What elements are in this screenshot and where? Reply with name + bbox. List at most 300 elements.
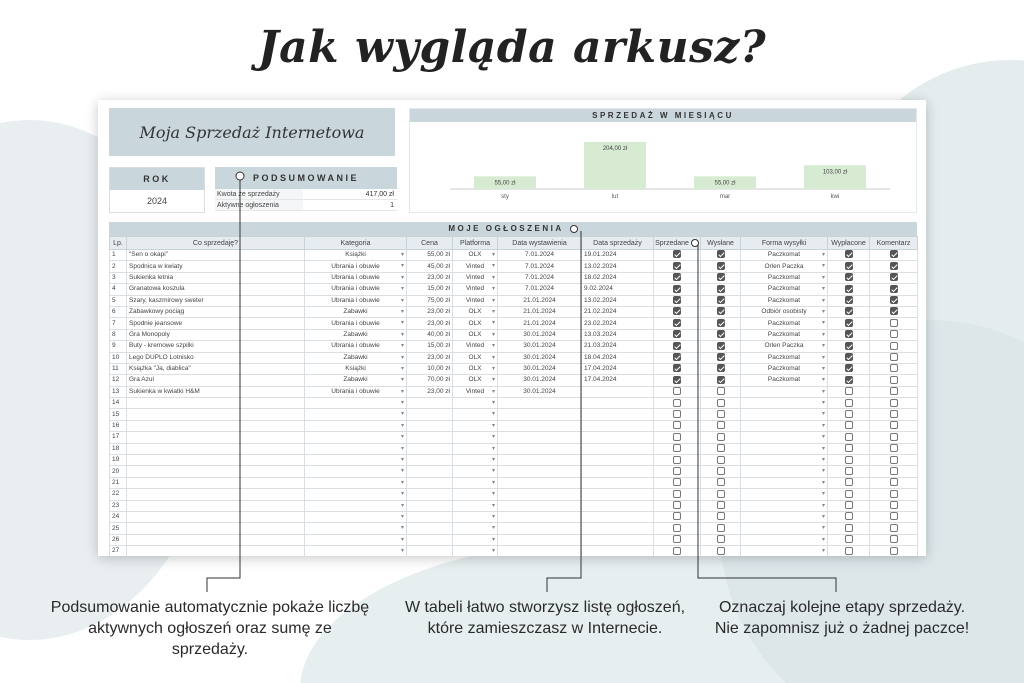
row-number[interactable]: 13 bbox=[110, 386, 127, 397]
column-header[interactable]: Platforma bbox=[453, 237, 498, 250]
listed-date-cell[interactable]: 30.01.2024 bbox=[498, 363, 582, 374]
paid-out-checkbox[interactable] bbox=[845, 512, 853, 520]
sold-checkbox[interactable] bbox=[673, 444, 681, 452]
item-cell[interactable]: Lego DUPLO Lotnisko bbox=[127, 352, 305, 363]
shipped-checkbox[interactable] bbox=[717, 376, 725, 384]
shipping-method-dropdown[interactable] bbox=[741, 466, 828, 477]
sold-checkbox[interactable] bbox=[673, 250, 681, 258]
shipped-checkbox[interactable] bbox=[717, 524, 725, 532]
shipped-checkbox[interactable] bbox=[717, 273, 725, 281]
sold-date-cell[interactable]: 21.02.2024 bbox=[582, 306, 654, 317]
shipping-method-dropdown[interactable] bbox=[741, 546, 828, 556]
row-number[interactable]: 6 bbox=[110, 306, 127, 317]
sold-date-cell[interactable]: 18.02.2024 bbox=[582, 272, 654, 283]
platform-dropdown[interactable] bbox=[453, 511, 498, 522]
item-cell[interactable] bbox=[127, 455, 305, 466]
platform-dropdown[interactable]: Vinted ▾ bbox=[453, 284, 498, 295]
shipping-method-dropdown[interactable] bbox=[741, 455, 828, 466]
category-dropdown[interactable] bbox=[305, 534, 407, 545]
item-cell[interactable] bbox=[127, 489, 305, 500]
sold-checkbox[interactable] bbox=[673, 547, 681, 555]
sold-checkbox[interactable] bbox=[673, 330, 681, 338]
shipping-method-dropdown[interactable] bbox=[741, 386, 828, 397]
category-dropdown[interactable]: Ubrania i obuwie ▾ bbox=[305, 284, 407, 295]
column-header[interactable]: Kategoria bbox=[305, 237, 407, 250]
row-number[interactable]: 17 bbox=[110, 432, 127, 443]
item-cell[interactable]: Książka "Ja, diablica" bbox=[127, 363, 305, 374]
platform-dropdown[interactable]: Vinted ▾ bbox=[453, 386, 498, 397]
shipped-checkbox[interactable] bbox=[717, 433, 725, 441]
listed-date-cell[interactable] bbox=[498, 534, 582, 545]
paid-out-checkbox[interactable] bbox=[845, 433, 853, 441]
category-dropdown[interactable]: Ubrania i obuwie ▾ bbox=[305, 295, 407, 306]
category-dropdown[interactable]: Ubrania i obuwie ▾ bbox=[305, 341, 407, 352]
sold-date-cell[interactable]: 13.02.2024 bbox=[582, 261, 654, 272]
paid-out-checkbox[interactable] bbox=[845, 296, 853, 304]
listed-date-cell[interactable]: 7.01.2024 bbox=[498, 284, 582, 295]
category-dropdown[interactable] bbox=[305, 420, 407, 431]
paid-out-checkbox[interactable] bbox=[845, 262, 853, 270]
comment-checkbox[interactable] bbox=[890, 433, 898, 441]
shipping-method-dropdown[interactable]: Paczkomat ▾ bbox=[741, 250, 828, 261]
row-number[interactable]: 2 bbox=[110, 261, 127, 272]
sold-checkbox[interactable] bbox=[673, 285, 681, 293]
sold-checkbox[interactable] bbox=[673, 376, 681, 384]
shipped-checkbox[interactable] bbox=[717, 467, 725, 475]
price-cell[interactable]: 45,00 zł bbox=[407, 261, 453, 272]
sold-date-cell[interactable] bbox=[582, 432, 654, 443]
category-dropdown[interactable] bbox=[305, 489, 407, 500]
category-dropdown[interactable] bbox=[305, 432, 407, 443]
comment-checkbox[interactable] bbox=[890, 353, 898, 361]
price-cell[interactable] bbox=[407, 420, 453, 431]
price-cell[interactable] bbox=[407, 443, 453, 454]
sold-checkbox[interactable] bbox=[673, 433, 681, 441]
listed-date-cell[interactable]: 21.01.2024 bbox=[498, 295, 582, 306]
category-dropdown[interactable] bbox=[305, 511, 407, 522]
listed-date-cell[interactable]: 21.01.2024 bbox=[498, 306, 582, 317]
year-value[interactable]: 2024 bbox=[146, 196, 168, 206]
sold-date-cell[interactable] bbox=[582, 500, 654, 511]
comment-checkbox[interactable] bbox=[890, 524, 898, 532]
platform-dropdown[interactable] bbox=[453, 466, 498, 477]
row-number[interactable]: 19 bbox=[110, 455, 127, 466]
price-cell[interactable] bbox=[407, 511, 453, 522]
shipped-checkbox[interactable] bbox=[717, 285, 725, 293]
platform-dropdown[interactable] bbox=[453, 409, 498, 420]
row-number[interactable]: 5 bbox=[110, 295, 127, 306]
price-cell[interactable]: 75,00 zł bbox=[407, 295, 453, 306]
category-dropdown[interactable] bbox=[305, 523, 407, 534]
comment-checkbox[interactable] bbox=[890, 319, 898, 327]
shipped-checkbox[interactable] bbox=[717, 296, 725, 304]
paid-out-checkbox[interactable] bbox=[845, 547, 853, 555]
price-cell[interactable]: 23,00 zł bbox=[407, 352, 453, 363]
column-header[interactable]: Komentarz bbox=[870, 237, 918, 250]
paid-out-checkbox[interactable] bbox=[845, 399, 853, 407]
shipped-checkbox[interactable] bbox=[717, 364, 725, 372]
shipped-checkbox[interactable] bbox=[717, 250, 725, 258]
shipped-checkbox[interactable] bbox=[717, 399, 725, 407]
price-cell[interactable]: 55,00 zł bbox=[407, 250, 453, 261]
sold-date-cell[interactable]: 19.01.2024 bbox=[582, 250, 654, 261]
shipping-method-dropdown[interactable] bbox=[741, 500, 828, 511]
listed-date-cell[interactable]: 30.01.2024 bbox=[498, 352, 582, 363]
shipping-method-dropdown[interactable] bbox=[741, 489, 828, 500]
shipping-method-dropdown[interactable]: Paczkomat ▾ bbox=[741, 284, 828, 295]
row-number[interactable]: 27 bbox=[110, 546, 127, 556]
platform-dropdown[interactable]: OLX ▾ bbox=[453, 352, 498, 363]
paid-out-checkbox[interactable] bbox=[845, 307, 853, 315]
comment-checkbox[interactable] bbox=[890, 285, 898, 293]
comment-checkbox[interactable] bbox=[890, 376, 898, 384]
sold-checkbox[interactable] bbox=[673, 353, 681, 361]
price-cell[interactable]: 15,00 zł bbox=[407, 341, 453, 352]
category-dropdown[interactable] bbox=[305, 398, 407, 409]
shipped-checkbox[interactable] bbox=[717, 456, 725, 464]
category-dropdown[interactable]: Zabawki ▾ bbox=[305, 375, 407, 386]
price-cell[interactable] bbox=[407, 546, 453, 556]
item-cell[interactable] bbox=[127, 398, 305, 409]
item-cell[interactable]: Gra Monopoly bbox=[127, 329, 305, 340]
sold-checkbox[interactable] bbox=[673, 399, 681, 407]
category-dropdown[interactable]: Ubrania i obuwie ▾ bbox=[305, 318, 407, 329]
shipped-checkbox[interactable] bbox=[717, 421, 725, 429]
category-dropdown[interactable] bbox=[305, 500, 407, 511]
row-number[interactable]: 18 bbox=[110, 443, 127, 454]
listed-date-cell[interactable] bbox=[498, 398, 582, 409]
shipped-checkbox[interactable] bbox=[717, 387, 725, 395]
sold-date-cell[interactable]: 17.04.2024 bbox=[582, 375, 654, 386]
sold-checkbox[interactable] bbox=[673, 307, 681, 315]
category-dropdown[interactable] bbox=[305, 477, 407, 488]
listed-date-cell[interactable] bbox=[498, 489, 582, 500]
category-dropdown[interactable] bbox=[305, 409, 407, 420]
listed-date-cell[interactable]: 30.01.2024 bbox=[498, 329, 582, 340]
listed-date-cell[interactable] bbox=[498, 420, 582, 431]
sold-date-cell[interactable]: 18.04.2024 bbox=[582, 352, 654, 363]
paid-out-checkbox[interactable] bbox=[845, 353, 853, 361]
category-dropdown[interactable] bbox=[305, 466, 407, 477]
price-cell[interactable] bbox=[407, 432, 453, 443]
sold-checkbox[interactable] bbox=[673, 512, 681, 520]
row-number[interactable]: 9 bbox=[110, 341, 127, 352]
sold-date-cell[interactable]: 23.02.2024 bbox=[582, 318, 654, 329]
column-header[interactable]: Data sprzedaży bbox=[582, 237, 654, 250]
listed-date-cell[interactable]: 30.01.2024 bbox=[498, 375, 582, 386]
listed-date-cell[interactable] bbox=[498, 466, 582, 477]
shipping-method-dropdown[interactable] bbox=[741, 511, 828, 522]
paid-out-checkbox[interactable] bbox=[845, 273, 853, 281]
platform-dropdown[interactable]: OLX ▾ bbox=[453, 318, 498, 329]
paid-out-checkbox[interactable] bbox=[845, 421, 853, 429]
price-cell[interactable] bbox=[407, 409, 453, 420]
sold-checkbox[interactable] bbox=[673, 490, 681, 498]
platform-dropdown[interactable]: Vinted ▾ bbox=[453, 341, 498, 352]
shipped-checkbox[interactable] bbox=[717, 501, 725, 509]
sold-checkbox[interactable] bbox=[673, 342, 681, 350]
sold-date-cell[interactable] bbox=[582, 443, 654, 454]
shipped-checkbox[interactable] bbox=[717, 444, 725, 452]
sold-date-cell[interactable] bbox=[582, 523, 654, 534]
shipping-method-dropdown[interactable] bbox=[741, 420, 828, 431]
row-number[interactable]: 11 bbox=[110, 363, 127, 374]
sold-date-cell[interactable] bbox=[582, 477, 654, 488]
category-dropdown[interactable] bbox=[305, 546, 407, 556]
category-dropdown[interactable]: Zabawki ▾ bbox=[305, 306, 407, 317]
shipped-checkbox[interactable] bbox=[717, 330, 725, 338]
sold-checkbox[interactable] bbox=[673, 410, 681, 418]
paid-out-checkbox[interactable] bbox=[845, 535, 853, 543]
sold-checkbox[interactable] bbox=[673, 478, 681, 486]
item-cell[interactable]: Spodnica w kwiaty bbox=[127, 261, 305, 272]
paid-out-checkbox[interactable] bbox=[845, 342, 853, 350]
comment-checkbox[interactable] bbox=[890, 330, 898, 338]
shipped-checkbox[interactable] bbox=[717, 353, 725, 361]
sold-date-cell[interactable] bbox=[582, 546, 654, 556]
row-number[interactable]: 8 bbox=[110, 329, 127, 340]
listed-date-cell[interactable]: 21.01.2024 bbox=[498, 318, 582, 329]
column-header[interactable]: Cena bbox=[407, 237, 453, 250]
comment-checkbox[interactable] bbox=[890, 535, 898, 543]
comment-checkbox[interactable] bbox=[890, 478, 898, 486]
listed-date-cell[interactable]: 7.01.2024 bbox=[498, 272, 582, 283]
row-number[interactable]: 22 bbox=[110, 489, 127, 500]
column-header[interactable]: Data wystawienia bbox=[498, 237, 582, 250]
shipping-method-dropdown[interactable]: Paczkomat ▾ bbox=[741, 363, 828, 374]
item-cell[interactable] bbox=[127, 409, 305, 420]
comment-checkbox[interactable] bbox=[890, 547, 898, 555]
platform-dropdown[interactable] bbox=[453, 398, 498, 409]
sold-date-cell[interactable]: 13.02.2024 bbox=[582, 295, 654, 306]
comment-checkbox[interactable] bbox=[890, 364, 898, 372]
price-cell[interactable] bbox=[407, 477, 453, 488]
row-number[interactable]: 24 bbox=[110, 511, 127, 522]
sold-checkbox[interactable] bbox=[673, 273, 681, 281]
platform-dropdown[interactable]: OLX ▾ bbox=[453, 306, 498, 317]
sold-date-cell[interactable] bbox=[582, 398, 654, 409]
sold-checkbox[interactable] bbox=[673, 364, 681, 372]
item-cell[interactable] bbox=[127, 523, 305, 534]
sold-checkbox[interactable] bbox=[673, 421, 681, 429]
item-cell[interactable] bbox=[127, 432, 305, 443]
item-cell[interactable]: Buty - kremowe szpilki bbox=[127, 341, 305, 352]
sold-date-cell[interactable] bbox=[582, 455, 654, 466]
paid-out-checkbox[interactable] bbox=[845, 467, 853, 475]
paid-out-checkbox[interactable] bbox=[845, 501, 853, 509]
item-cell[interactable] bbox=[127, 443, 305, 454]
comment-checkbox[interactable] bbox=[890, 490, 898, 498]
price-cell[interactable]: 23,00 zł bbox=[407, 386, 453, 397]
platform-dropdown[interactable] bbox=[453, 523, 498, 534]
comment-checkbox[interactable] bbox=[890, 444, 898, 452]
shipping-method-dropdown[interactable] bbox=[741, 398, 828, 409]
listed-date-cell[interactable] bbox=[498, 455, 582, 466]
listed-date-cell[interactable] bbox=[498, 500, 582, 511]
sold-checkbox[interactable] bbox=[673, 296, 681, 304]
listed-date-cell[interactable] bbox=[498, 432, 582, 443]
shipping-method-dropdown[interactable]: Odbiór osobisty ▾ bbox=[741, 306, 828, 317]
column-header[interactable]: Wypłacone bbox=[828, 237, 870, 250]
platform-dropdown[interactable] bbox=[453, 443, 498, 454]
price-cell[interactable]: 23,00 zł bbox=[407, 318, 453, 329]
row-number[interactable]: 7 bbox=[110, 318, 127, 329]
item-cell[interactable]: Zabawkowy pociąg bbox=[127, 306, 305, 317]
sold-checkbox[interactable] bbox=[673, 262, 681, 270]
column-header[interactable]: Sprzedane bbox=[654, 237, 701, 250]
paid-out-checkbox[interactable] bbox=[845, 387, 853, 395]
sold-date-cell[interactable] bbox=[582, 466, 654, 477]
shipping-method-dropdown[interactable] bbox=[741, 534, 828, 545]
category-dropdown[interactable] bbox=[305, 455, 407, 466]
price-cell[interactable]: 23,00 zł bbox=[407, 272, 453, 283]
category-dropdown[interactable]: Książki ▾ bbox=[305, 363, 407, 374]
comment-checkbox[interactable] bbox=[890, 456, 898, 464]
platform-dropdown[interactable] bbox=[453, 420, 498, 431]
shipping-method-dropdown[interactable] bbox=[741, 477, 828, 488]
shipping-method-dropdown[interactable]: Paczkomat ▾ bbox=[741, 375, 828, 386]
item-cell[interactable]: Granatowa koszula bbox=[127, 284, 305, 295]
row-number[interactable]: 26 bbox=[110, 534, 127, 545]
listed-date-cell[interactable] bbox=[498, 409, 582, 420]
shipped-checkbox[interactable] bbox=[717, 512, 725, 520]
row-number[interactable]: 20 bbox=[110, 466, 127, 477]
item-cell[interactable] bbox=[127, 546, 305, 556]
item-cell[interactable] bbox=[127, 534, 305, 545]
comment-checkbox[interactable] bbox=[890, 512, 898, 520]
shipping-method-dropdown[interactable] bbox=[741, 432, 828, 443]
sold-checkbox[interactable] bbox=[673, 456, 681, 464]
row-number[interactable]: 23 bbox=[110, 500, 127, 511]
shipping-method-dropdown[interactable]: Paczkomat ▾ bbox=[741, 352, 828, 363]
shipping-method-dropdown[interactable] bbox=[741, 523, 828, 534]
shipped-checkbox[interactable] bbox=[717, 478, 725, 486]
platform-dropdown[interactable] bbox=[453, 455, 498, 466]
platform-dropdown[interactable]: OLX ▾ bbox=[453, 375, 498, 386]
sold-checkbox[interactable] bbox=[673, 535, 681, 543]
comment-checkbox[interactable] bbox=[890, 262, 898, 270]
platform-dropdown[interactable] bbox=[453, 500, 498, 511]
platform-dropdown[interactable] bbox=[453, 477, 498, 488]
comment-checkbox[interactable] bbox=[890, 307, 898, 315]
price-cell[interactable]: 23,00 zł bbox=[407, 306, 453, 317]
category-dropdown[interactable]: Ubrania i obuwie ▾ bbox=[305, 272, 407, 283]
sold-date-cell[interactable] bbox=[582, 420, 654, 431]
column-header[interactable]: Lp. bbox=[110, 237, 127, 250]
platform-dropdown[interactable]: OLX ▾ bbox=[453, 363, 498, 374]
row-number[interactable]: 16 bbox=[110, 420, 127, 431]
paid-out-checkbox[interactable] bbox=[845, 250, 853, 258]
comment-checkbox[interactable] bbox=[890, 387, 898, 395]
category-dropdown[interactable]: Ubrania i obuwie ▾ bbox=[305, 386, 407, 397]
shipping-method-dropdown[interactable]: Paczkomat ▾ bbox=[741, 318, 828, 329]
paid-out-checkbox[interactable] bbox=[845, 478, 853, 486]
comment-checkbox[interactable] bbox=[890, 410, 898, 418]
shipped-checkbox[interactable] bbox=[717, 535, 725, 543]
listed-date-cell[interactable]: 30.01.2024 bbox=[498, 341, 582, 352]
shipped-checkbox[interactable] bbox=[717, 490, 725, 498]
comment-checkbox[interactable] bbox=[890, 273, 898, 281]
row-number[interactable]: 25 bbox=[110, 523, 127, 534]
platform-dropdown[interactable] bbox=[453, 534, 498, 545]
shipping-method-dropdown[interactable] bbox=[741, 409, 828, 420]
category-dropdown[interactable]: Zabawki ▾ bbox=[305, 329, 407, 340]
item-cell[interactable]: Sukienka letnia bbox=[127, 272, 305, 283]
sold-date-cell[interactable] bbox=[582, 386, 654, 397]
listed-date-cell[interactable] bbox=[498, 477, 582, 488]
platform-dropdown[interactable]: Vinted ▾ bbox=[453, 272, 498, 283]
price-cell[interactable]: 40,00 zł bbox=[407, 329, 453, 340]
paid-out-checkbox[interactable] bbox=[845, 285, 853, 293]
shipped-checkbox[interactable] bbox=[717, 547, 725, 555]
paid-out-checkbox[interactable] bbox=[845, 490, 853, 498]
item-cell[interactable]: Spodnie jeansowe bbox=[127, 318, 305, 329]
row-number[interactable]: 12 bbox=[110, 375, 127, 386]
sold-date-cell[interactable]: 9.02.2024 bbox=[582, 284, 654, 295]
listed-date-cell[interactable] bbox=[498, 546, 582, 556]
price-cell[interactable] bbox=[407, 398, 453, 409]
row-number[interactable]: 1 bbox=[110, 250, 127, 261]
sold-date-cell[interactable]: 17.04.2024 bbox=[582, 363, 654, 374]
comment-checkbox[interactable] bbox=[890, 501, 898, 509]
shipping-method-dropdown[interactable]: Paczkomat ▾ bbox=[741, 272, 828, 283]
shipping-method-dropdown[interactable]: Paczkomat ▾ bbox=[741, 295, 828, 306]
category-dropdown[interactable]: Książki ▾ bbox=[305, 250, 407, 261]
comment-checkbox[interactable] bbox=[890, 342, 898, 350]
listed-date-cell[interactable]: 7.01.2024 bbox=[498, 250, 582, 261]
price-cell[interactable]: 70,00 zł bbox=[407, 375, 453, 386]
listed-date-cell[interactable] bbox=[498, 523, 582, 534]
shipped-checkbox[interactable] bbox=[717, 410, 725, 418]
item-cell[interactable]: Gra Azul bbox=[127, 375, 305, 386]
sold-date-cell[interactable] bbox=[582, 409, 654, 420]
listed-date-cell[interactable]: 30.01.2024 bbox=[498, 386, 582, 397]
platform-dropdown[interactable] bbox=[453, 432, 498, 443]
row-number[interactable]: 15 bbox=[110, 409, 127, 420]
item-cell[interactable] bbox=[127, 500, 305, 511]
category-dropdown[interactable] bbox=[305, 443, 407, 454]
paid-out-checkbox[interactable] bbox=[845, 376, 853, 384]
column-header[interactable]: Wysłane bbox=[701, 237, 741, 250]
row-number[interactable]: 21 bbox=[110, 477, 127, 488]
platform-dropdown[interactable]: OLX ▾ bbox=[453, 250, 498, 261]
platform-dropdown[interactable] bbox=[453, 546, 498, 556]
shipping-method-dropdown[interactable]: Paczkomat ▾ bbox=[741, 329, 828, 340]
sold-date-cell[interactable] bbox=[582, 511, 654, 522]
platform-dropdown[interactable]: OLX ▾ bbox=[453, 329, 498, 340]
price-cell[interactable] bbox=[407, 500, 453, 511]
item-cell[interactable]: Szary, kaszmirowy sweter bbox=[127, 295, 305, 306]
shipping-method-dropdown[interactable] bbox=[741, 443, 828, 454]
shipped-checkbox[interactable] bbox=[717, 307, 725, 315]
item-cell[interactable]: "Sen o okapi" bbox=[127, 250, 305, 261]
price-cell[interactable]: 15,00 zł bbox=[407, 284, 453, 295]
sold-date-cell[interactable] bbox=[582, 489, 654, 500]
category-dropdown[interactable]: Ubrania i obuwie ▾ bbox=[305, 261, 407, 272]
price-cell[interactable] bbox=[407, 534, 453, 545]
shipped-checkbox[interactable] bbox=[717, 342, 725, 350]
sold-checkbox[interactable] bbox=[673, 524, 681, 532]
listed-date-cell[interactable]: 7.01.2024 bbox=[498, 261, 582, 272]
item-cell[interactable] bbox=[127, 466, 305, 477]
row-number[interactable]: 3 bbox=[110, 272, 127, 283]
platform-dropdown[interactable]: Vinted ▾ bbox=[453, 261, 498, 272]
comment-checkbox[interactable] bbox=[890, 296, 898, 304]
sold-checkbox[interactable] bbox=[673, 387, 681, 395]
paid-out-checkbox[interactable] bbox=[845, 330, 853, 338]
sold-date-cell[interactable]: 13.03.2024 bbox=[582, 329, 654, 340]
platform-dropdown[interactable] bbox=[453, 489, 498, 500]
